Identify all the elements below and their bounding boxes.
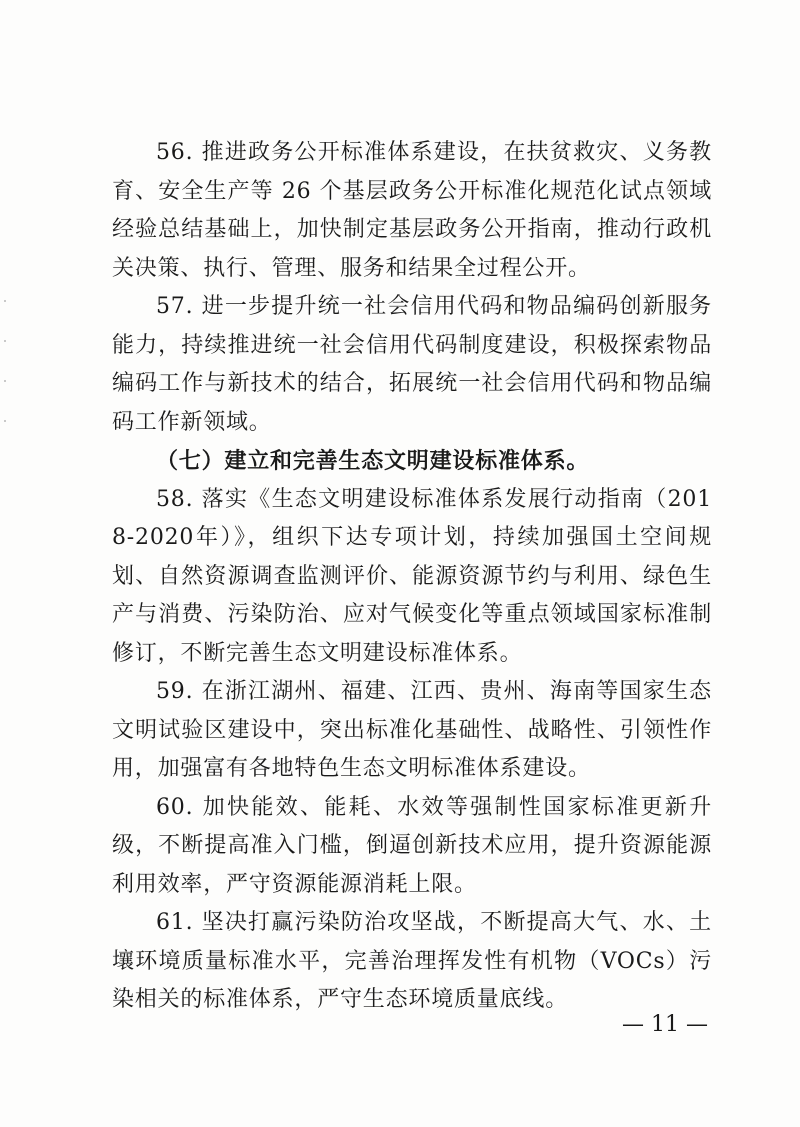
scan-dot	[4, 340, 6, 342]
scan-margin-marks	[2, 300, 8, 800]
document-body	[112, 134, 712, 1020]
page-number: — 11 —	[622, 1012, 708, 1037]
paragraph-61: 61. 坚决打赢污染防治攻坚战，不断提高大气、水、土壤环境质量标准水平，完善治理挥发性有机物（VOCs）污染相关的标准体系，严守生态环境质量底线。	[112, 910, 712, 1012]
scan-dot	[4, 380, 6, 382]
section-heading-7: （七）建立和完善生态文明建设标准体系。	[156, 448, 590, 474]
scan-dot	[4, 420, 6, 422]
paragraph-60: 60. 加快能效、能耗、水效等强制性国家标准更新升级，不断提高准入门槛，倒逼创新技术应用，提升资源能源利用效率，严守资源能源消耗上限。	[112, 794, 712, 897]
paragraph-56: 56. 推进政务公开标准体系建设，在扶贫救灾、义务教育、安全生产等 26 个基层政务公开标准化规范化试点领域经验总结基础上，加快制定基层政务公开指南，推动行政机关决策、执行、管理、服务和结果全过程公开。	[112, 140, 712, 281]
scan-dot	[4, 300, 6, 302]
paragraph-57: 57. 进一步提升统一社会信用代码和物品编码创新服务能力，持续推进统一社会信用代码制度建设，积极探索物品编码工作与新技术的结合，拓展统一社会信用代码和物品编码工作新领域。	[112, 294, 712, 435]
paragraph-58: 58. 落实《生态文明建设标准体系发展行动指南（2018-2020年）》，组织下达专项计划，持续加强国土空间规划、自然资源调查监测评价、能源资源节约与利用、绿色生产与消费、污染防治、应对气候变化等重点领域国家标准制修订，不断完善生态文明建设标准体系。	[112, 486, 712, 666]
paragraph-59: 59. 在浙江湖州、福建、江西、贵州、海南等国家生态文明试验区建设中，突出标准化基础性、战略性、引领性作用，加强富有各地特色生态文明标准体系建设。	[112, 679, 712, 781]
